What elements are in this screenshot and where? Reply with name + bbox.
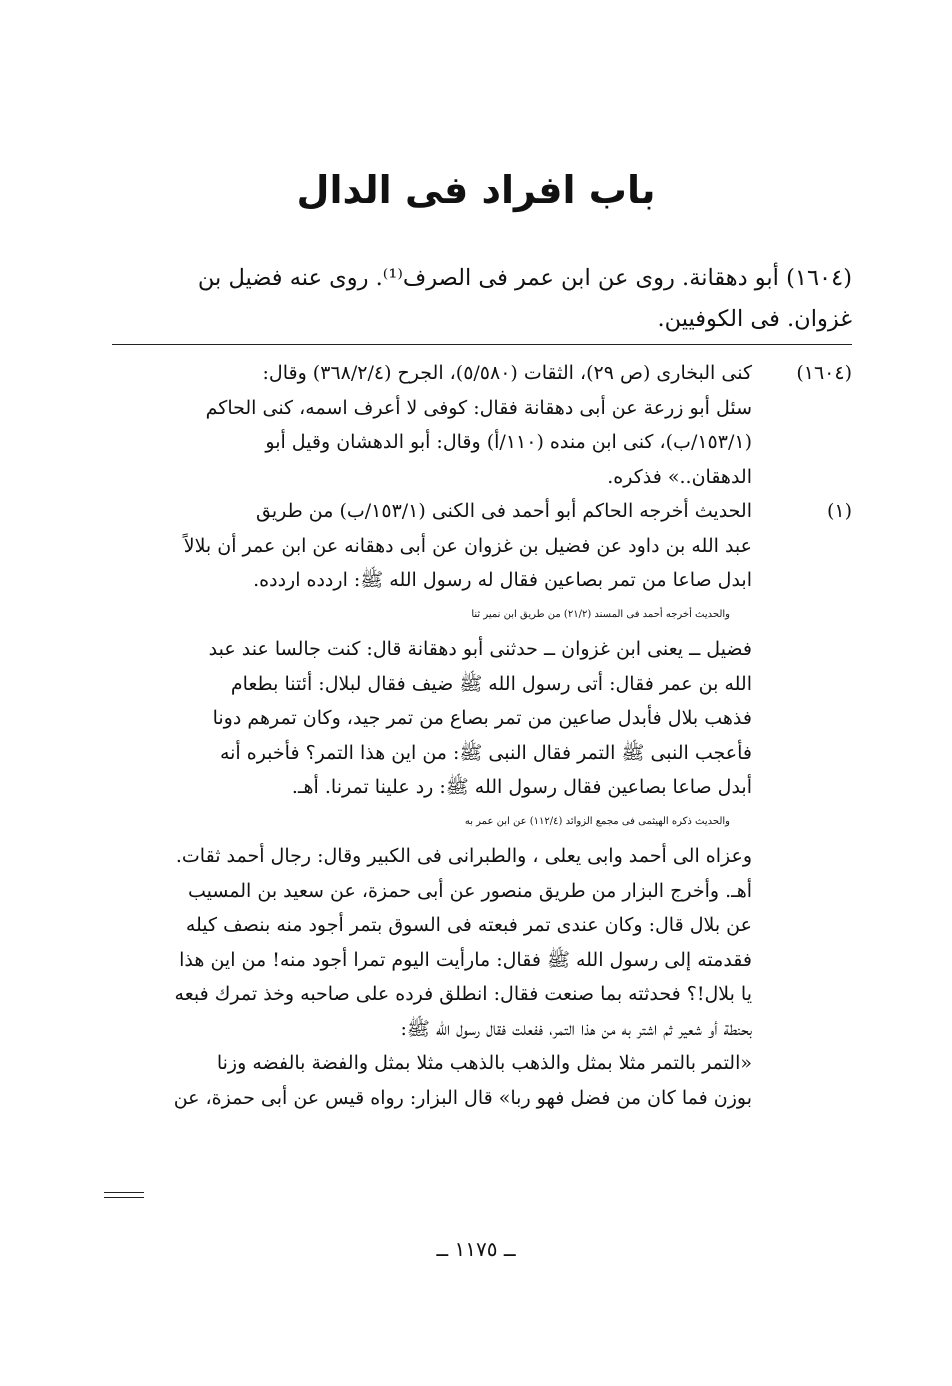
footnote-line: فذهب بلال فأبدل صاعين من تمر بصاع من تمر جيد، وكان تمرهم دونا (212, 707, 752, 729)
footnote-body (100, 494, 752, 1115)
footnote-body (100, 356, 752, 494)
footnote-line: «التمر بالتمر مثلا بمثل والذهب بالذهب مثلا بمثل والفضة بالفضه وزنا (216, 1052, 752, 1074)
footnote-line: والحديث ذكره الهيثمى فى مجمع الزوائد (١١٢/٤) عن ابن عمر به (464, 815, 730, 827)
page-number: ــ ١١٧٥ ــ (436, 1237, 516, 1261)
footnote-line: فضيل ــ يعنى ابن غزوان ــ حدثنى أبو دهقانة قال: كنت جالسا عند عبد (208, 638, 752, 660)
footnote-line: ابدل صاعا من تمر بصاعين فقال له رسول الله ﷺ: اردده اردده. (253, 569, 752, 591)
biography-entry (102, 258, 852, 340)
entry-line: (١٦٠٤) أبو دهقانة. روى عن ابن عمر فى الصرف⁽¹⁾. روى عنه فضيل بن (197, 265, 852, 291)
footnote-line: بوزن فما كان من فضل فهو ربا» قال البزار: رواه قيس عن أبى حمزة، عن (173, 1086, 752, 1109)
footnote-line: فقدمته إلى رسول الله ﷺ فقال: مارأيت اليوم تمرا أجود منه! من اين هذا (179, 948, 752, 971)
footnote-line: يا بلال!؟ فحدثته بما صنعت فقال: انطلق فرده على صاحبه وخذ تمرك فبعه (174, 983, 752, 1005)
footnote-line: وعزاه الى أحمد وابى يعلى ، والطبرانى فى الكبير وقال: رجال أحمد ثقات. (175, 845, 752, 867)
footnote-line: الله بن عمر فقال: أتى رسول الله ﷺ ضيف فقال لبلال: أئتنا بطعام (230, 672, 752, 695)
footnote-divider (112, 344, 852, 345)
footnote-line: عبد الله بن داود عن فضيل بن غزوان عن أبى دهقانه عن ابن عمر أن بلالاً (183, 534, 752, 557)
footnote-line: كنى البخارى (ص ٢٩)، الثقات (٥/٥٨٠)، الجرح (٣٦٨/٢/٤) وقال: (262, 362, 752, 384)
footnote-line: فأعجب النبى ﷺ التمر فقال النبى ﷺ: من اين هذا التمر؟ فأخبره أنه (219, 741, 752, 764)
footnote-line: سئل أبو زرعة عن أبى دهقانة فقال: كوفى لا أعرف اسمه، كنى الحاكم (205, 396, 752, 419)
footnote-line: والحديث أخرجه أحمد فى المسند (٢١/٢) من طريق ابن نمير ثنا (471, 608, 730, 620)
footnotes (100, 356, 852, 1115)
continuation-mark (104, 1192, 144, 1198)
entry-line: غزوان. فى الكوفيين. (657, 306, 852, 332)
footnote-line: الدهقان..» فذكره. (607, 465, 752, 488)
footnote-line: الحديث أخرجه الحاكم أبو أحمد فى الكنى (١٥٣/١/ب) من طريق (255, 500, 752, 522)
footnote-line: أهـ. وأخرج البزار من طريق منصور عن أبى حمزة، عن سعيد بن المسيب (187, 879, 752, 902)
footnote-line: (١٥٣/١/ب)، كنى ابن منده (١١٠/أ) وقال: أبو الدهشان وقيل أبو (265, 431, 752, 453)
footnote-number: (١٦٠٤) (796, 362, 852, 384)
chapter-title: باب افراد فى الدال (296, 168, 656, 212)
footnote-number: (١) (826, 500, 852, 522)
footnote-line: عن بلال قال: وكان عندى تمر فبعته فى السوق بتمر أجود منه بنصف كيله (185, 914, 752, 936)
footnote-hadith (100, 494, 852, 1115)
footnote-line: بحنطة أو شعير ثم اشتر به من هذا التمر، ففعلت فقال رسول الله ﷺ: (400, 1017, 752, 1040)
footnote-entry-ref (100, 356, 852, 494)
footnote-line: أبدل صاعا بصاعين فقال رسول الله ﷺ: رد علينا تمرنا. أهـ. (291, 776, 752, 798)
